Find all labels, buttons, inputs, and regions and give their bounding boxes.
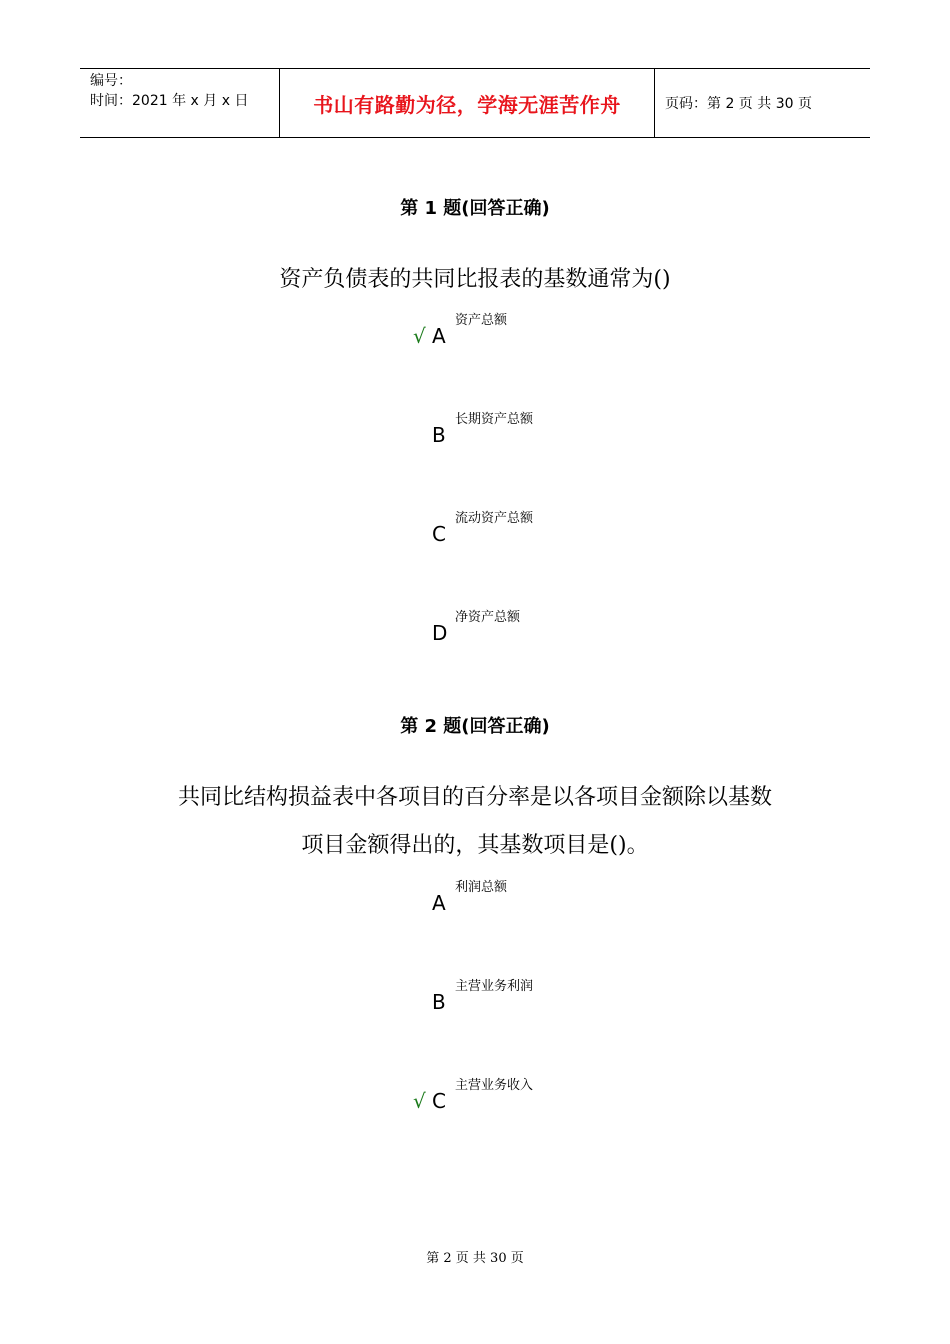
- correct-check-icon: √: [413, 1089, 426, 1113]
- option-text: 资产总额: [455, 313, 508, 328]
- question-2-title: 第 2 题(回答正确): [400, 716, 550, 737]
- option-text: 主营业务收入: [455, 1078, 534, 1093]
- document-number-label: 编号：: [90, 73, 132, 89]
- page-footer: 第 2 页 共 30 页: [426, 1251, 524, 1266]
- option-text: 利润总额: [455, 880, 508, 895]
- question-1-text-line: 资产负债表的共同比报表的基数通常为(): [279, 267, 671, 292]
- option-letter: A: [432, 324, 446, 348]
- question-1-title: 第 1 题(回答正确): [400, 198, 550, 219]
- option-text: 流动资产总额: [455, 511, 534, 526]
- option-letter: C: [432, 522, 446, 546]
- correct-check-icon: √: [413, 324, 426, 348]
- question-2-text-line-2: 项目金额得出的，其基数项目是()。: [301, 833, 649, 858]
- document-time-label: 时间：2021 年 x 月 x 日: [90, 93, 249, 109]
- option-text: 主营业务利润: [455, 979, 534, 994]
- header-page-info: 页码：第 2 页 共 30 页: [665, 96, 812, 112]
- option-text: 净资产总额: [455, 610, 521, 625]
- header-meta: [80, 69, 280, 137]
- header-motto: 书山有路勤为径，学海无涯苦作舟: [280, 69, 655, 137]
- option-letter: A: [432, 891, 446, 915]
- question-1-text: [0, 256, 950, 304]
- question-2-text-line-1: 共同比结构损益表中各项目的百分率是以各项目金额除以基数: [177, 785, 772, 810]
- option-letter: B: [432, 423, 446, 447]
- question-2-text: [0, 774, 950, 870]
- option-letter: C: [432, 1089, 446, 1113]
- header-table: [80, 68, 870, 138]
- option-text: 长期资产总额: [455, 412, 534, 427]
- option-letter: D: [432, 621, 448, 645]
- option-letter: B: [432, 990, 446, 1014]
